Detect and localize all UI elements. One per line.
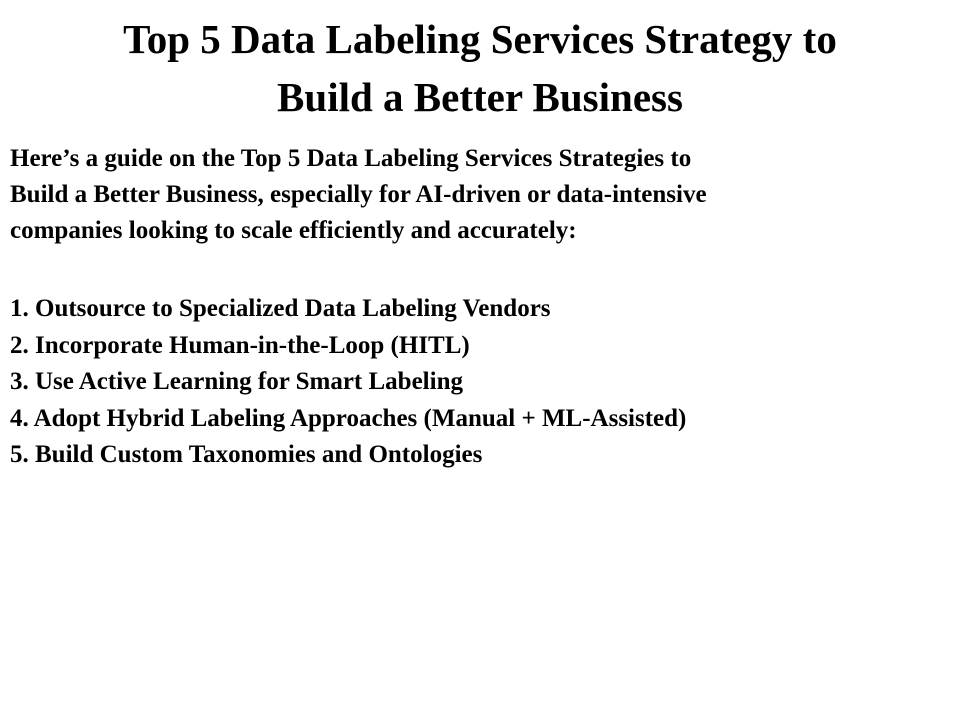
strategy-item-2: 2. Incorporate Human-in-the-Loop (HITL)	[10, 331, 470, 359]
slide-body	[10, 141, 940, 474]
intro-line-3: companies looking to scale efficiently and accurately:	[10, 217, 577, 244]
slide-title-line-1: Top 5 Data Labeling Services Strategy to	[123, 16, 837, 62]
intro-line-1: Here’s a guide on the Top 5 Data Labeling Services Strategies to	[10, 145, 692, 172]
spacer	[10, 249, 940, 291]
strategy-item-3: 3. Use Active Learning for Smart Labeling	[10, 368, 463, 395]
strategy-item-5: 5. Build Custom Taxonomies and Ontologies	[10, 441, 483, 468]
slide-title-line-2: Build a Better Business	[277, 74, 683, 120]
slide-title	[30, 10, 930, 126]
intro-paragraph	[10, 141, 940, 249]
strategy-item-1: 1. Outsource to Specialized Data Labeling Vendors	[10, 295, 551, 322]
strategy-item-4: 4. Adopt Hybrid Labeling Approaches (Manual + ML-Assisted)	[10, 404, 687, 432]
strategy-list	[10, 291, 940, 474]
intro-line-2: Build a Better Business, especially for AI-driven or data-intensive	[10, 181, 707, 208]
